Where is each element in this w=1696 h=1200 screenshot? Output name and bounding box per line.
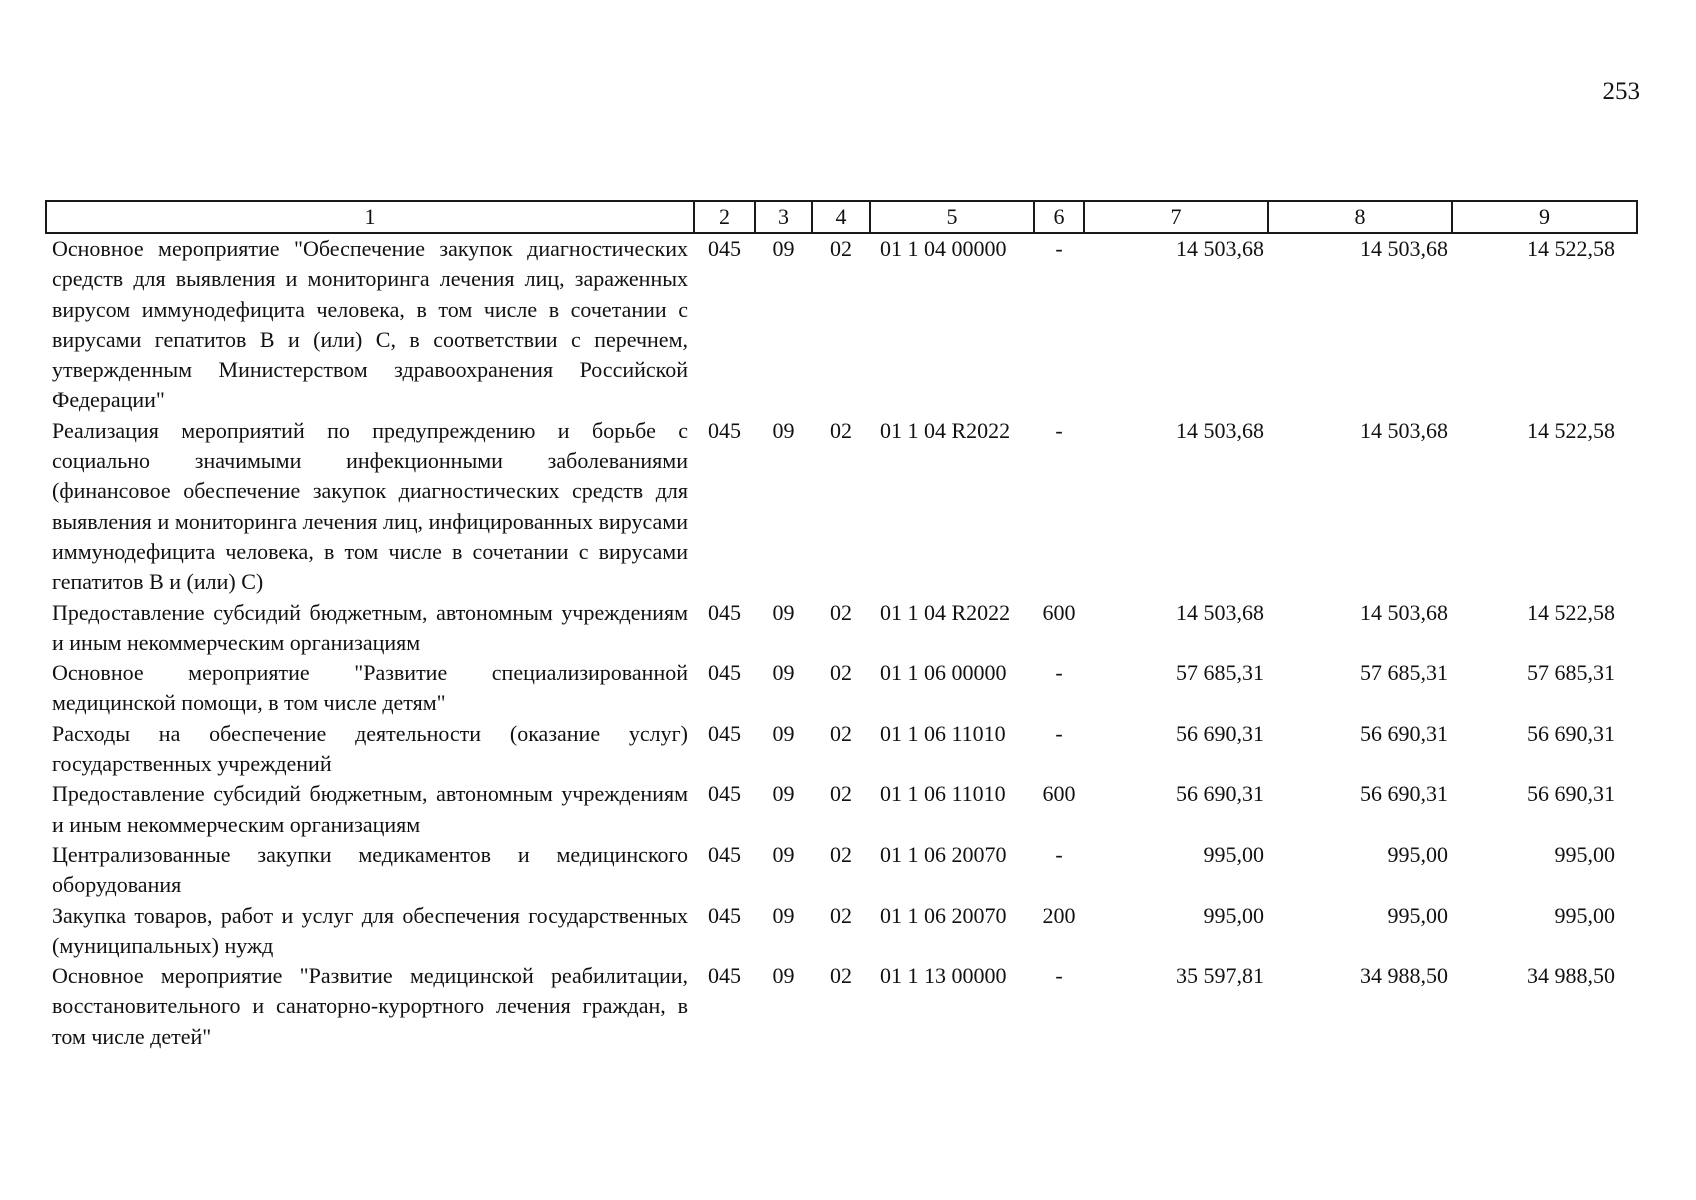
row-amount-9: 14 522,58 xyxy=(1527,236,1615,261)
row-subsection-code: 02 xyxy=(830,841,852,867)
header-col-8: 8 xyxy=(1268,201,1452,233)
row-description: Предоставление субсидий бюджетным, автономным учреждениям и иным некоммерческим организациям xyxy=(52,599,688,655)
header-col-6: 6 xyxy=(1034,201,1084,233)
row-target-article: 01 1 04 00000 xyxy=(880,236,1007,261)
row-section-code: 09 xyxy=(772,236,795,261)
table-row xyxy=(46,719,1637,780)
row-target-article: 01 1 13 00000 xyxy=(880,963,1007,989)
table-row xyxy=(46,840,1637,901)
row-ministry-code: 045 xyxy=(708,841,741,867)
row-amount-7: 56 690,31 xyxy=(1176,781,1264,807)
row-amount-8: 14 503,68 xyxy=(1360,236,1448,261)
row-ministry-code: 045 xyxy=(708,660,741,686)
row-amount-8: 57 685,31 xyxy=(1360,660,1448,686)
row-expense-type: - xyxy=(1055,417,1063,443)
row-amount-9: 34 988,50 xyxy=(1527,963,1615,989)
row-target-article: 01 1 06 20070 xyxy=(880,902,1007,928)
row-section-code: 09 xyxy=(772,902,795,928)
table-row xyxy=(46,416,1637,598)
budget-table xyxy=(45,200,1638,1052)
row-subsection-code: 02 xyxy=(830,781,852,807)
row-subsection-code: 02 xyxy=(830,720,852,746)
row-expense-type: - xyxy=(1055,660,1063,686)
row-ministry-code: 045 xyxy=(708,417,741,443)
row-section-code: 09 xyxy=(772,963,795,989)
table-header-row xyxy=(46,201,1637,233)
row-description: Основное мероприятие "Обеспечение закупок диагностических средств для выявления и мониторинга лечения лиц, зараженных вирусом иммунодефицита человека, в том числе в сочетании с вирусами гепатитов В и (или) С, в соответствии с перечнем, утвержденным Министерством здравоохранения Российской Федерации" xyxy=(52,236,688,413)
row-ministry-code: 045 xyxy=(708,902,741,928)
row-target-article: 01 1 06 00000 xyxy=(880,660,1007,686)
table-row xyxy=(46,779,1637,840)
row-expense-type: - xyxy=(1055,963,1063,989)
header-col-9: 9 xyxy=(1452,201,1637,233)
table-row xyxy=(46,901,1637,962)
row-amount-8: 995,00 xyxy=(1387,841,1448,867)
row-target-article: 01 1 04 R2022 xyxy=(880,417,1011,443)
row-ministry-code: 045 xyxy=(708,963,741,989)
row-amount-8: 56 690,31 xyxy=(1360,781,1448,807)
row-target-article: 01 1 06 20070 xyxy=(880,841,1007,867)
row-section-code: 09 xyxy=(772,781,795,807)
header-col-1: 1 xyxy=(46,201,694,233)
row-subsection-code: 02 xyxy=(830,417,852,443)
row-ministry-code: 045 xyxy=(708,236,741,261)
row-amount-8: 14 503,68 xyxy=(1360,417,1448,443)
row-amount-7: 57 685,31 xyxy=(1176,660,1264,686)
row-description: Реализация мероприятий по предупреждению и борьбе с социально значимыми инфекционными заболеваниями (финансовое обеспечение закупок диагностических средств для выявления и мониторинга лечения лиц, инфицированных вирусами иммунодефицита человека, в том числе в сочетании с вирусами гепатитов В и (или) С) xyxy=(52,417,688,595)
row-section-code: 09 xyxy=(772,417,795,443)
row-target-article: 01 1 06 11010 xyxy=(880,781,1006,807)
row-description: Расходы на обеспечение деятельности (оказание услуг) государственных учреждений xyxy=(52,720,688,777)
row-description: Предоставление субсидий бюджетным, автономным учреждениям и иным некоммерческим организациям xyxy=(52,781,688,837)
header-col-4: 4 xyxy=(812,201,870,233)
row-amount-9: 995,00 xyxy=(1554,841,1615,867)
row-amount-7: 14 503,68 xyxy=(1176,599,1264,625)
row-section-code: 09 xyxy=(772,720,795,746)
row-amount-7: 35 597,81 xyxy=(1176,963,1264,989)
row-description: Закупка товаров, работ и услуг для обеспечения государственных (муниципальных) нужд xyxy=(52,902,688,958)
row-amount-7: 995,00 xyxy=(1203,902,1264,928)
table-row xyxy=(46,658,1637,719)
row-section-code: 09 xyxy=(772,660,795,686)
row-subsection-code: 02 xyxy=(830,599,852,625)
row-expense-type: 600 xyxy=(1042,599,1076,625)
row-description: Централизованные закупки медикаментов и медицинского оборудования xyxy=(52,841,688,898)
header-col-7: 7 xyxy=(1084,201,1268,233)
row-expense-type: - xyxy=(1055,236,1063,261)
row-ministry-code: 045 xyxy=(708,599,741,625)
row-target-article: 01 1 04 R2022 xyxy=(880,599,1011,625)
table-row xyxy=(46,598,1637,659)
row-section-code: 09 xyxy=(772,599,795,625)
row-subsection-code: 02 xyxy=(830,236,852,261)
header-col-5: 5 xyxy=(870,201,1034,233)
row-amount-9: 56 690,31 xyxy=(1527,781,1615,807)
row-ministry-code: 045 xyxy=(708,720,741,746)
row-amount-9: 57 685,31 xyxy=(1527,660,1615,686)
row-expense-type: 200 xyxy=(1042,902,1076,928)
row-amount-9: 14 522,58 xyxy=(1527,599,1615,625)
row-amount-7: 14 503,68 xyxy=(1176,417,1264,443)
row-amount-8: 56 690,31 xyxy=(1360,720,1448,746)
header-col-2: 2 xyxy=(694,201,755,233)
row-amount-7: 56 690,31 xyxy=(1176,720,1264,746)
row-amount-8: 34 988,50 xyxy=(1360,963,1448,989)
row-amount-9: 14 522,58 xyxy=(1527,417,1615,443)
row-amount-7: 14 503,68 xyxy=(1176,236,1264,261)
row-subsection-code: 02 xyxy=(830,660,852,686)
row-amount-8: 14 503,68 xyxy=(1360,599,1448,625)
row-expense-type: - xyxy=(1055,720,1063,746)
row-amount-7: 995,00 xyxy=(1203,841,1264,867)
row-target-article: 01 1 06 11010 xyxy=(880,720,1006,746)
row-description: Основное мероприятие "Развитие медицинской реабилитации, восстановительного и санаторно-курортного лечения граждан, в том числе детей" xyxy=(52,963,688,1049)
table-row xyxy=(46,233,1637,416)
row-ministry-code: 045 xyxy=(708,781,741,807)
row-amount-9: 56 690,31 xyxy=(1527,720,1615,746)
row-amount-9: 995,00 xyxy=(1554,902,1615,928)
row-subsection-code: 02 xyxy=(830,963,852,989)
page-number: 253 xyxy=(1602,78,1640,105)
row-description: Основное мероприятие "Развитие специализированной медицинской помощи, в том числе детям" xyxy=(52,660,688,716)
table-row xyxy=(46,961,1637,1052)
header-col-3: 3 xyxy=(755,201,812,233)
row-amount-8: 995,00 xyxy=(1387,902,1448,928)
row-expense-type: - xyxy=(1055,841,1063,867)
row-section-code: 09 xyxy=(772,841,795,867)
row-subsection-code: 02 xyxy=(830,902,852,928)
row-expense-type: 600 xyxy=(1042,781,1076,807)
